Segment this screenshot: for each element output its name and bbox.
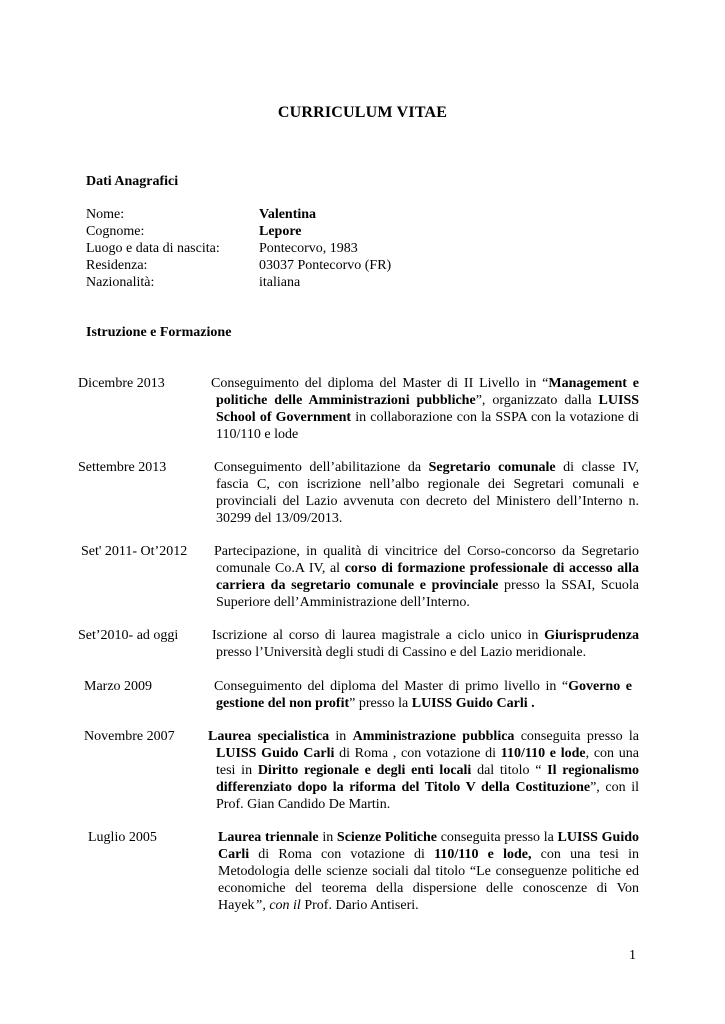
text-run: Prof. Dario Antiseri. <box>300 898 419 913</box>
dati-value: italiana <box>259 275 301 290</box>
entry-date: Set’2010- ad oggi <box>78 628 179 643</box>
bold-run: Diritto regionale e degli enti locali <box>257 763 472 778</box>
document-title: CURRICULUM VITAE <box>277 104 448 121</box>
bold-run: Il regionalismo differenziato dopo la riforma del Titolo V della Costituzione <box>216 763 639 795</box>
entry-date: Settembre 2013 <box>78 460 167 475</box>
dati-row-residenza <box>86 257 391 274</box>
entry-description <box>216 678 632 712</box>
bold-run: Segretario comunale <box>428 460 556 475</box>
text-run: dal titolo “ <box>471 763 548 778</box>
text-run: presso la SSAI, Scuola Superiore dell’Amministrazione dell’Interno. <box>216 578 639 610</box>
dati-value: Pontecorvo, 1983 <box>259 241 358 256</box>
entry-date: Luglio 2005 <box>88 830 157 845</box>
bold-run: LUISS Guido Carli <box>218 830 640 862</box>
entry-description <box>218 829 639 914</box>
entry-date: Novembre 2007 <box>84 729 175 744</box>
dati-label: Residenza: <box>86 258 148 273</box>
entry-description <box>208 728 639 813</box>
text-run: presso l’Università degli studi di Cassino e del Lazio meridionale. <box>216 645 587 660</box>
entry-description <box>216 459 639 527</box>
text-run: di Roma con votazione di <box>249 847 435 862</box>
text-run: in collaborazione con la SSPA con la votazione di 110/110 e lode <box>216 410 640 442</box>
bold-run: Laurea specialistica <box>208 729 330 744</box>
dati-label: Nazionalità: <box>86 275 155 290</box>
bold-run: LUISS Guido Carli . <box>411 696 535 711</box>
bold-run: 110/110 e lode, <box>434 847 532 862</box>
text-run: conseguita presso la <box>514 729 639 744</box>
italic-run: ”, con il <box>254 898 301 913</box>
text-run: Conseguimento del diploma del Master di II Livello in “ <box>211 376 549 391</box>
dati-value: Lepore <box>259 224 302 239</box>
text-run: ”, con il Prof. Gian Candido De Martin. <box>216 780 639 812</box>
text-run: ”, organizzato dalla <box>475 393 599 408</box>
dati-anagrafici-table <box>86 206 391 291</box>
text-run: Conseguimento dell’abilitazione da <box>214 460 429 475</box>
text-run: Conseguimento del diploma del Master di primo livello in “ <box>214 679 569 694</box>
bold-run: 110/110 e lode <box>500 746 586 761</box>
entry-description <box>211 375 640 443</box>
text-run: di Roma , con votazione di <box>334 746 501 761</box>
text-run: con una tesi in Metodologia delle scienze sociali dal titolo “Le conseguenze politiche ed economiche del teorema della dispersione delle conoscenze di Von Hayek <box>218 847 639 913</box>
dati-row-nazionalita <box>86 274 391 291</box>
bold-run: Laurea triennale <box>218 830 319 845</box>
entry-date: Marzo 2009 <box>84 679 153 694</box>
page-number: 1 <box>629 948 636 963</box>
text-run: Partecipazione, in qualità di vincitrice del Corso-concorso da Segretario comunale Co.A IV, al <box>214 544 639 576</box>
entry-date: Set' 2011- Ot’2012 <box>81 544 188 559</box>
dati-value: 03037 Pontecorvo (FR) <box>259 258 392 273</box>
bold-run: corso di formazione professionale di accesso alla carriera da segretario comunale e provinciale <box>216 561 639 593</box>
dati-label: Cognome: <box>86 224 145 239</box>
bold-run: LUISS School of Government <box>216 393 640 425</box>
dati-row-nascita <box>86 240 391 257</box>
bold-run: Giurisprudenza <box>544 628 639 643</box>
entry-date: Dicembre 2013 <box>78 376 165 391</box>
bold-run: LUISS Guido Carli <box>216 746 335 761</box>
text-run: in <box>318 830 337 845</box>
dati-row-nome <box>86 206 391 223</box>
text-run: di classe IV, fascia C, con iscrizione nell’albo regionale dei Segretari comunali e provinciali del Lazio avvenuta con decreto del Ministero dell’Interno n. 30299 del 13/09/2013. <box>216 460 639 526</box>
bold-run: Scienze Politiche <box>336 830 438 845</box>
dati-label: Nome: <box>86 207 125 222</box>
entry-description <box>212 627 639 661</box>
bold-run: Governo e gestione del non profit <box>216 679 632 711</box>
bold-run: Management e politiche delle Amministrazioni pubbliche <box>216 376 639 408</box>
text-run: , con una tesi in <box>216 746 639 778</box>
dati-label: Luogo e data di nascita: <box>86 241 220 256</box>
text-run: ” presso la <box>349 696 412 711</box>
entry-description <box>216 543 639 611</box>
istruzione-heading: Istruzione e Formazione <box>86 325 232 340</box>
dati-value: Valentina <box>259 207 317 222</box>
bold-run: Amministrazione pubblica <box>352 729 515 744</box>
text-run: Iscrizione al corso di laurea magistrale a ciclo unico in <box>212 628 545 643</box>
text-run: conseguita presso la <box>437 830 558 845</box>
text-run: in <box>329 729 353 744</box>
dati-anagrafici-heading: Dati Anagrafici <box>86 174 179 189</box>
dati-row-cognome <box>86 223 391 240</box>
